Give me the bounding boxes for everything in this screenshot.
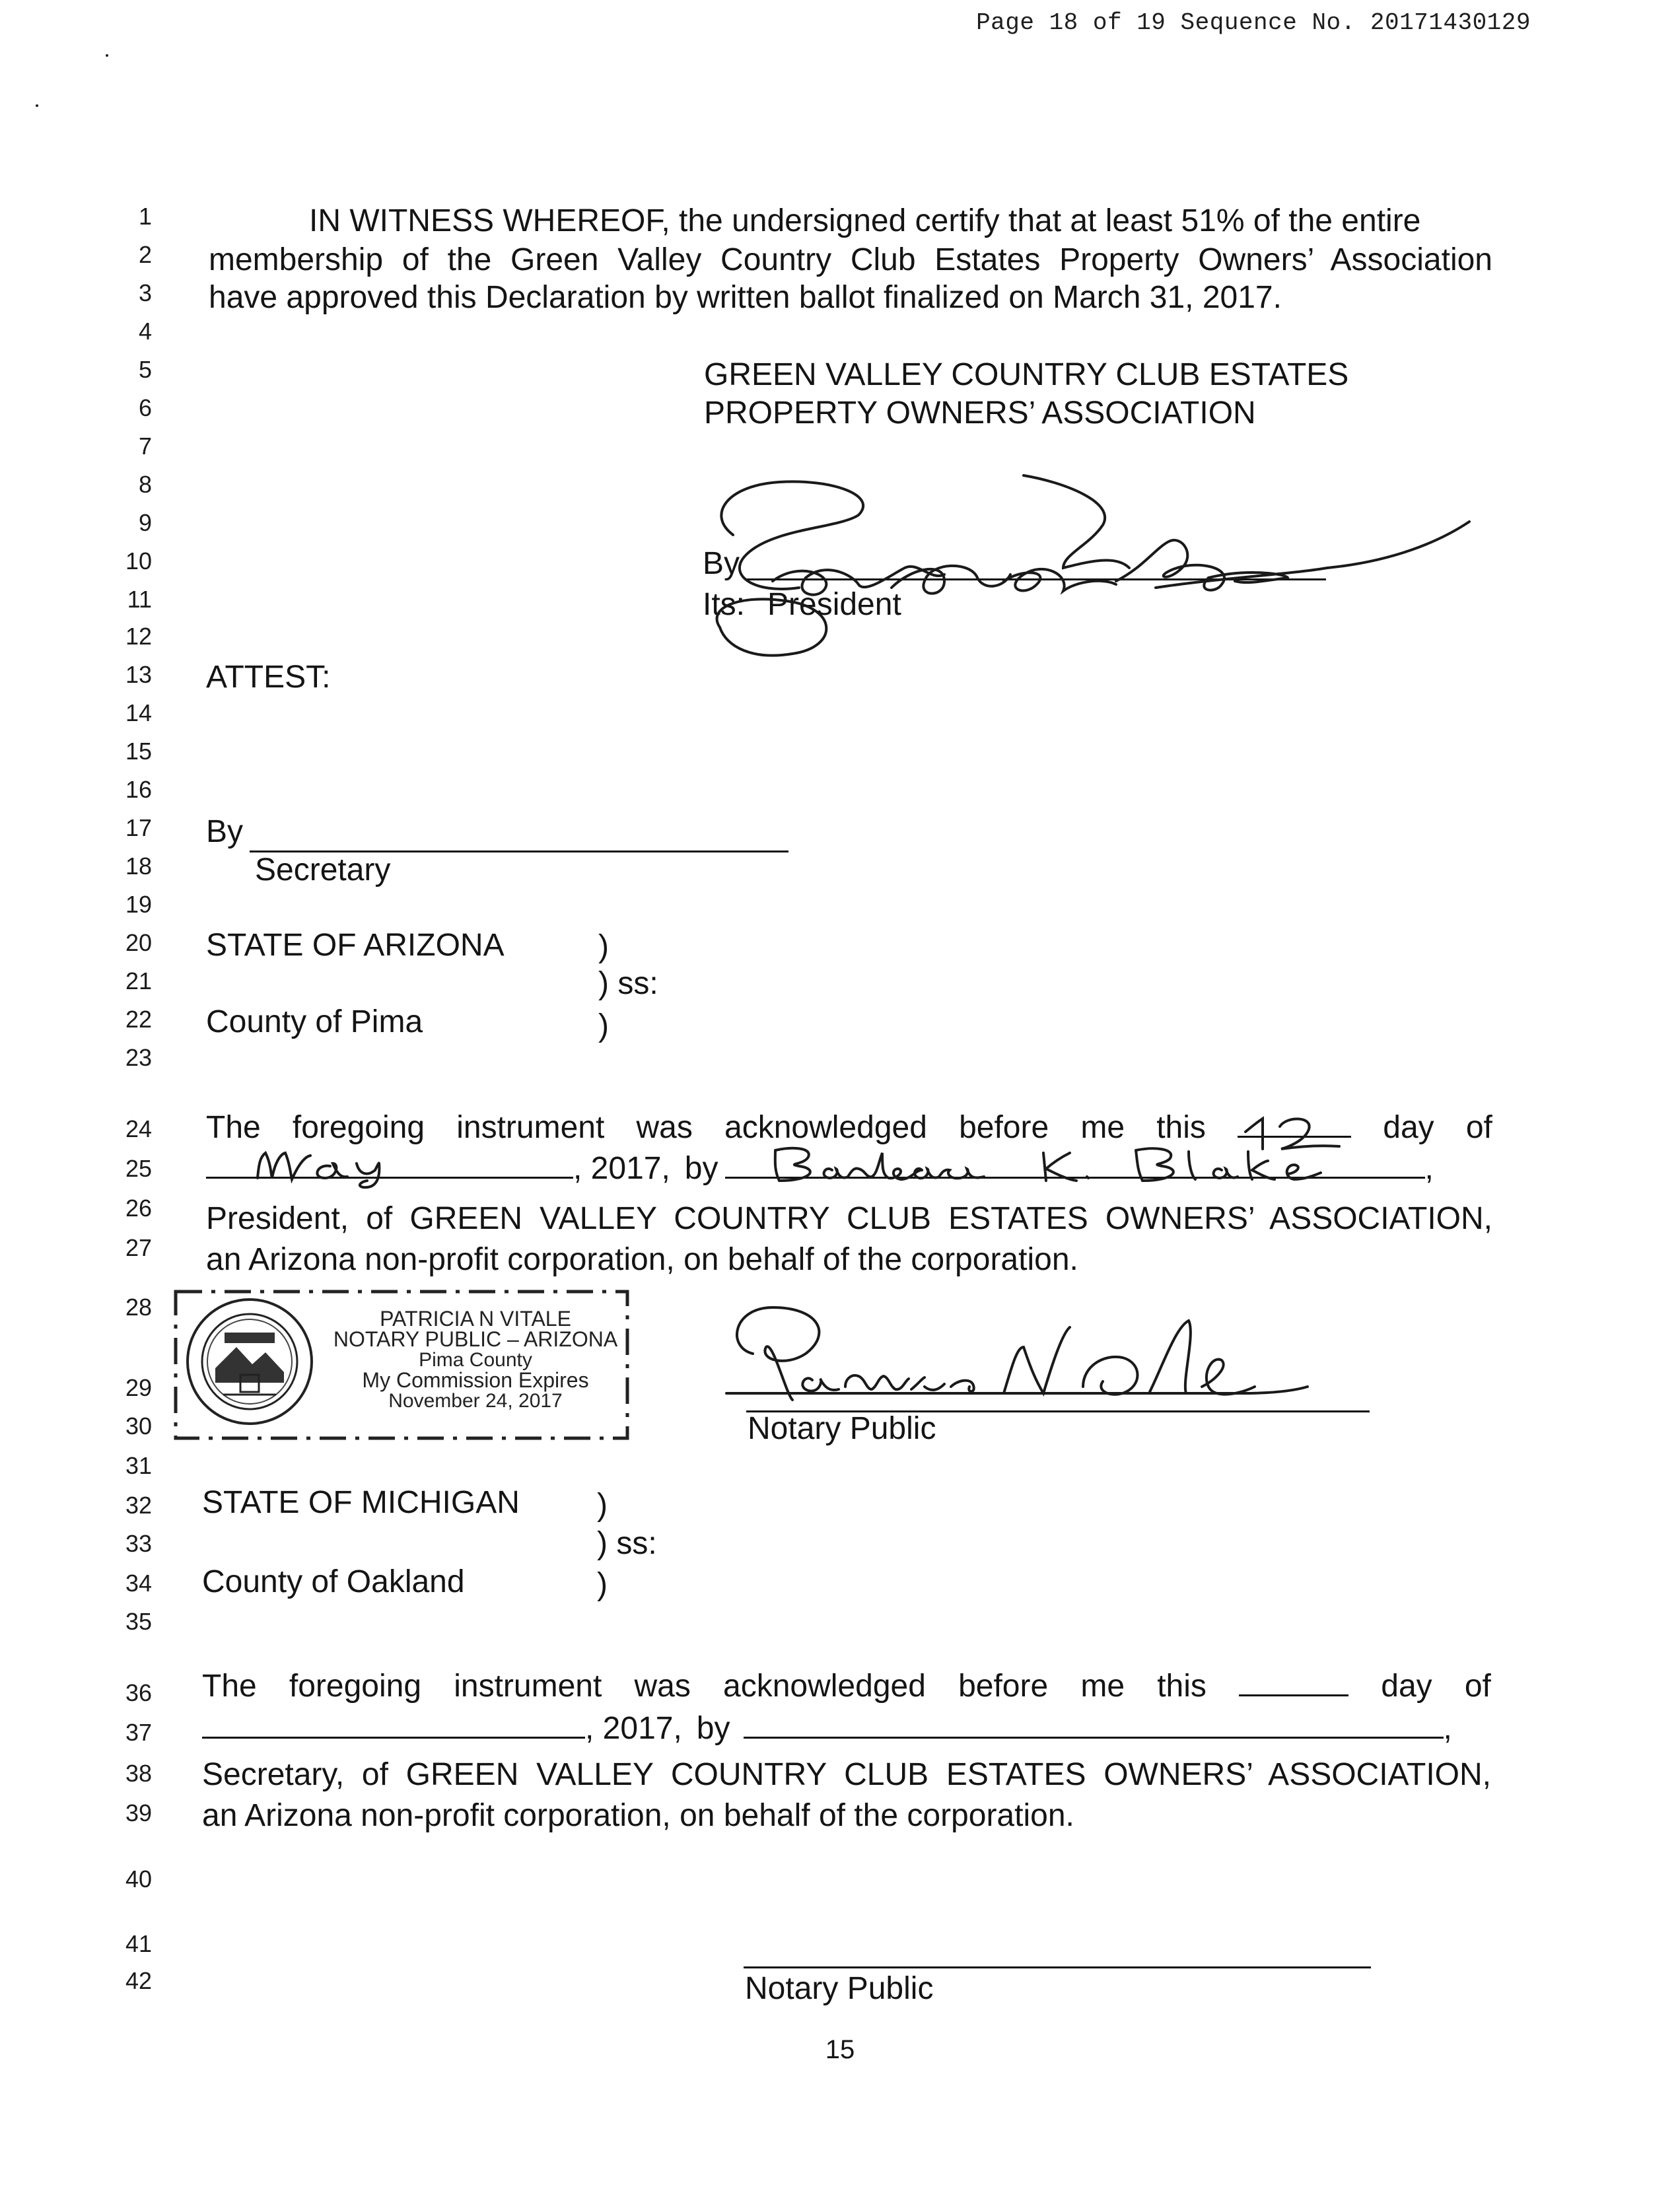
notary1-signature: [713, 1294, 1387, 1426]
witness-line-3: have approved this Declaration by written ballot finalized on March 31, 2017.: [209, 280, 1282, 315]
line-number: 13: [125, 661, 152, 688]
notary2-signature-line: [744, 1966, 1371, 1968]
ack1-word: this: [1156, 1110, 1206, 1145]
ack1-word: instrument: [456, 1110, 605, 1145]
line-number: 12: [125, 623, 152, 650]
scan-speck: [106, 54, 108, 57]
line-number: 28: [125, 1294, 152, 1321]
line-number: 17: [125, 814, 152, 841]
venue2-paren-top: ): [597, 1488, 608, 1523]
stamp-notary-name: PATRICIA N VITALE: [380, 1307, 571, 1331]
ack2-word: of: [1464, 1669, 1491, 1704]
page-sequence-header: Page 18 of 19 Sequence No. 20171430129: [976, 9, 1531, 36]
ack1-word: The: [206, 1110, 261, 1145]
line-number: 25: [125, 1155, 152, 1182]
ack2-word: day: [1381, 1669, 1432, 1704]
line-number: 26: [125, 1195, 152, 1222]
ack1-word: day: [1383, 1110, 1434, 1145]
venue2-ss: ) ss:: [597, 1526, 657, 1561]
line-number: 1: [138, 203, 152, 230]
witness-line-2: membership of the Green Valley Country Club Estates Property Owners’ Association: [209, 242, 1492, 277]
president-signature: [693, 462, 1486, 674]
ack2-line-1: [202, 1668, 1491, 1705]
ack1-word: acknowledged: [724, 1110, 927, 1145]
ack2-word: acknowledged: [723, 1669, 926, 1704]
ack2-word: instrument: [454, 1669, 602, 1704]
ack2-day-blank: [1239, 1668, 1348, 1696]
line-number: 33: [125, 1530, 152, 1557]
president-its-label: Its:: [703, 587, 746, 622]
scan-speck: [36, 104, 38, 107]
witness-line-1: IN WITNESS WHEREOF, the undersigned certify that at least 51% of the entire: [309, 203, 1421, 238]
ack1-word: of: [1465, 1110, 1492, 1145]
venue1-state: STATE OF ARIZONA: [206, 928, 505, 963]
line-number: 7: [138, 433, 152, 460]
ack2-word: was: [634, 1669, 691, 1704]
stamp-commission: My Commission Expires: [362, 1368, 589, 1392]
line-number: 10: [125, 547, 152, 574]
line-number: 31: [125, 1452, 152, 1479]
line-number: 24: [125, 1115, 152, 1142]
ack1-word: foregoing: [292, 1110, 425, 1145]
ack1-word: me: [1080, 1110, 1125, 1145]
president-by-label: By: [703, 546, 740, 581]
arizona-seal-icon: [184, 1296, 316, 1428]
ack2-month-blank: [202, 1710, 585, 1739]
line-number: 22: [125, 1006, 152, 1033]
ack1-word: was: [636, 1110, 693, 1145]
line-number: 20: [125, 929, 152, 956]
notary2-label: Notary Public: [745, 1971, 934, 2006]
ack2-word: foregoing: [289, 1669, 422, 1704]
president-title: President: [767, 587, 901, 622]
notary1-label: Notary Public: [748, 1411, 936, 1446]
line-number: 4: [138, 318, 152, 345]
association-name-line-2: PROPERTY OWNERS’ ASSOCIATION: [704, 396, 1256, 431]
line-number: 42: [125, 1967, 152, 1994]
line-number: 35: [125, 1608, 152, 1635]
line-number: 19: [125, 891, 152, 918]
ack1-line-4: an Arizona non-profit corporation, on behalf of the corporation.: [206, 1242, 1078, 1277]
ack1-comma: ,: [1424, 1151, 1434, 1186]
line-number: 32: [125, 1492, 152, 1519]
line-number: 5: [138, 356, 152, 383]
line-number: 38: [125, 1760, 152, 1787]
line-number: 23: [125, 1044, 152, 1071]
venue2-paren-bottom: ): [597, 1567, 608, 1602]
line-number: 21: [125, 967, 152, 994]
venue1-county: County of Pima: [206, 1004, 423, 1039]
ack2-word: before: [958, 1669, 1049, 1704]
ack2-line-3: Secretary, of GREEN VALLEY COUNTRY CLUB ESTATES OWNERS’ ASSOCIATION,: [202, 1757, 1491, 1792]
ack2-word: this: [1157, 1669, 1207, 1704]
line-number: 11: [127, 586, 152, 613]
line-number: 3: [138, 279, 152, 306]
ack1-year: , 2017,: [573, 1151, 670, 1186]
ack2-line-4: an Arizona non-profit corporation, on behalf of the corporation.: [202, 1798, 1074, 1833]
secretary-title: Secretary: [255, 852, 391, 887]
line-number: 15: [125, 738, 152, 765]
line-number: 6: [138, 394, 152, 421]
line-number: 8: [138, 471, 152, 498]
venue2-county: County of Oakland: [202, 1564, 465, 1599]
stamp-county: Pima County: [419, 1349, 532, 1371]
ack1-line-3: President, of GREEN VALLEY COUNTRY CLUB ESTATES OWNERS’ ASSOCIATION,: [206, 1201, 1492, 1236]
line-number: 9: [138, 509, 152, 536]
line-number: 39: [125, 1799, 152, 1826]
stamp-notary-title: NOTARY PUBLIC – ARIZONA: [333, 1327, 618, 1351]
line-number: 18: [125, 852, 152, 880]
ack1-name-handwriting: [766, 1144, 1360, 1190]
venue2-state: STATE OF MICHIGAN: [202, 1485, 520, 1520]
ack1-word: before: [959, 1110, 1049, 1145]
page-number: 15: [825, 2035, 855, 2064]
ack1-by: by: [684, 1151, 718, 1186]
ack2-by: by: [696, 1711, 730, 1746]
ack2-name-blank: [744, 1710, 1444, 1739]
ack2-year: , 2017,: [585, 1711, 682, 1746]
association-name-line-1: GREEN VALLEY COUNTRY CLUB ESTATES: [704, 357, 1349, 392]
ack2-word: The: [202, 1669, 257, 1704]
line-number: 29: [125, 1374, 152, 1401]
ack2-line-2: [202, 1710, 1488, 1747]
attest-label: ATTEST:: [206, 660, 331, 695]
ack2-comma: ,: [1443, 1711, 1452, 1746]
notary-stamp: [170, 1286, 633, 1445]
line-number: 14: [125, 699, 152, 726]
line-number: 34: [125, 1570, 152, 1597]
stamp-expiration: November 24, 2017: [388, 1390, 563, 1412]
line-number: 16: [125, 776, 152, 803]
line-number: 40: [125, 1865, 152, 1892]
line-number: 37: [125, 1719, 152, 1746]
line-number: 41: [125, 1930, 152, 1957]
venue1-paren-bottom: ): [598, 1008, 609, 1043]
secretary-by-label: By: [206, 814, 244, 849]
line-number: 30: [125, 1412, 152, 1440]
line-number: 27: [125, 1234, 152, 1261]
ack2-word: me: [1080, 1669, 1125, 1704]
venue1-ss: ) ss:: [598, 966, 658, 1001]
ack1-month-handwriting: [251, 1144, 423, 1190]
line-number: 2: [138, 241, 152, 268]
venue1-paren-top: ): [598, 929, 609, 964]
line-number: 36: [125, 1679, 152, 1706]
